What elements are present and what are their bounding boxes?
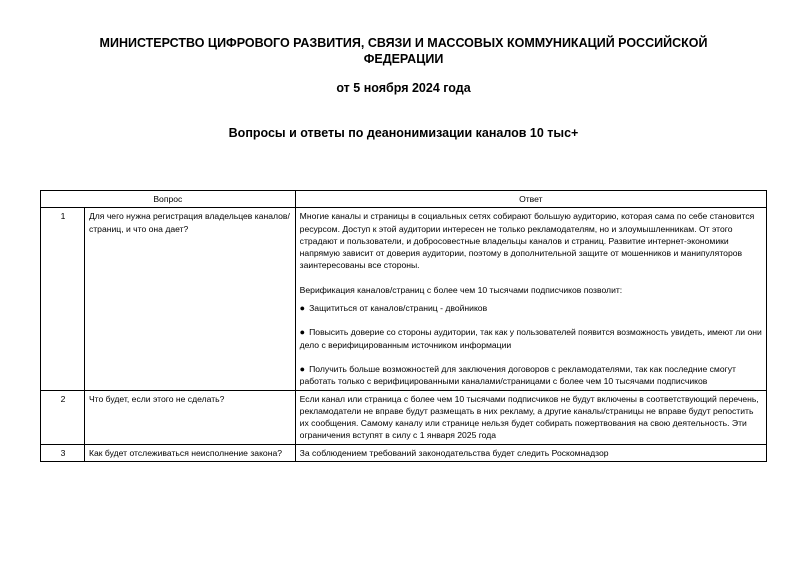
document-title: Вопросы и ответы по деанонимизации каналов 10 тыс+ <box>228 126 579 140</box>
row-number: 3 <box>41 444 85 461</box>
bullet-icon: ● <box>299 327 306 338</box>
column-header-question: Вопрос <box>41 191 296 208</box>
answer-paragraph: Многие каналы и страницы в социальных сетях собирают большую аудиторию, которая сама по себе становится ресурсом. Доступ к этой аудитории интересен не только рекламодателям, но и злоумышленникам. От этого страдают и пользователи, и добросовестные владельцы каналов и страниц. Развитие интернет-экономики напрямую зависит от доверия аудитории, поэтому в дополнительной защите от мошенников и манипуляторов заинтересованы все стороны. <box>299 211 755 271</box>
bullet-icon: ● <box>299 303 306 314</box>
table-header-row <box>41 191 767 208</box>
list-item: ● Получить больше возможностей для заключения договоров с рекламодателями, так как последние смогут работать только с верифицированными каналами/страницами с более чем 10 тысячами подписчиков <box>299 363 736 387</box>
qa-table <box>40 190 767 462</box>
row-number: 1 <box>41 208 85 390</box>
answer-cell: За соблюдением требований законодательства будет следить Роскомнадзор <box>295 444 766 461</box>
answer-paragraph: Верификация каналов/страниц с более чем 10 тысячами подписчиков позволит: <box>299 284 623 295</box>
list-item: ● Защититься от каналов/страниц - двойников <box>299 303 488 314</box>
answer-cell <box>295 208 766 390</box>
document-date: от 5 ноября 2024 года <box>336 81 471 95</box>
table-row <box>41 208 767 390</box>
row-number: 2 <box>41 390 85 444</box>
question-cell: Как будет отслеживаться неисполнение закона? <box>84 444 295 461</box>
ministry-name: МИНИСТЕРСТВО ЦИФРОВОГО РАЗВИТИЯ, СВЯЗИ И МАССОВЫХ КОММУНИКАЦИЙ РОССИЙСКОЙ ФЕДЕРАЦИИ <box>99 36 708 66</box>
question-cell: Что будет, если этого не сделать? <box>84 390 295 444</box>
table-row <box>41 390 767 444</box>
column-header-answer: Ответ <box>295 191 766 208</box>
list-item: ● Повысить доверие со стороны аудитории, так как у пользователей появится возможность увидеть, имеют ли они дело с верифицированным источником информации <box>299 327 762 350</box>
answer-cell: Если канал или страница с более чем 10 тысячами подписчиков не будут включены в соответствующий перечень, рекламодатели не вправе будут размещать в них рекламу, а другие каналы/страницы не вправе будут репостить их сообщения. Самому каналу или странице нельзя будет собирать пожертвования на свою деятельность. Эти ограничения вступят в силу с 1 января 2025 года <box>295 390 766 444</box>
question-cell: Для чего нужна регистрация владельцев каналов/страниц, и что она дает? <box>84 208 295 390</box>
table-row <box>41 444 767 461</box>
bullet-icon: ● <box>299 363 306 374</box>
